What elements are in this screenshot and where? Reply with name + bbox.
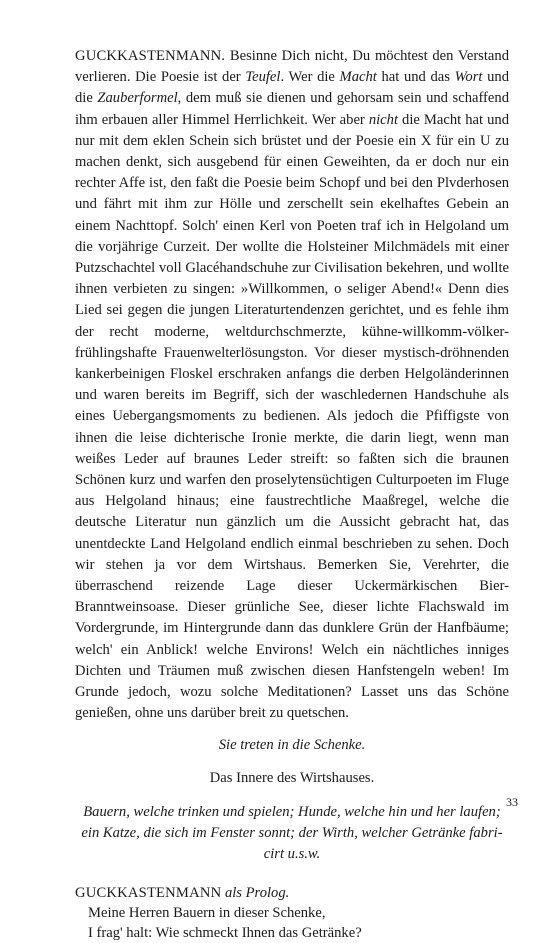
- emphasis-text: Macht: [339, 69, 377, 86]
- scene-heading: Das Innere des Wirtshauses.: [209, 769, 375, 786]
- page-body: [75, 46, 509, 943]
- page-number: 33: [506, 795, 518, 809]
- body-paragraph: [75, 46, 509, 725]
- paragraph-text: die Macht hat und nur mit dem eklen Schein sich brüstet und der Poesie ein X für ein U zu machen denkt, sich ausgebend für einen Geweihten, da er doch nur ein rechter Affe ist, den faßt die Poesie beim Schopf und bei den Plvderhosen und fährt mit ihm zur Hölle und zerschellt sein ekelhaftes Gebein an einem Nachttopf. Solch' einen Kerl von Poeten traf ich in Helgoland um die vorjährige Curzeit. Der wollte die Holsteiner Milchmädels mit einer Putzschachtel voll Glacéhandschuhe zur Civilisation bekehren, und wollte ihnen verbieten zu singen: »Willkommen, o seliger Abend!« Denn dies Lied sei gegen die jungen Literaturtendenzen gerichtet, und es fehle ihm der recht moderne, weltdurchschmerzte, kühne-willkomm-völker-frühlingshafte Frauenwelterlösungston. Vor dieser mystisch-dröhnenden kankerbeinigen Floskel erschraken anfangs die derben Helgoländerinnen und waren bereits im Begriff, sich der waschledernen Handschuhe als eines Uebergangsmoments zu bedienen. Als jedoch die Pfiffigste von ihnen die leise dichterische Ironie merkte, die darin liegt, wenn man weißes Leder auf braunes Leder streift: so faßten sich die braunen Schönen kurz und warfen den proselytensüchtigen Culturpoeten im Fluge aus Helgoland hinaus; eine faustrechtliche Maaßregel, welche die deutsche Literatur nun gänzlich um die Aussicht gebracht hat, das unentdeckte Land Helgoland endlich einmal beschrieben zu sehen. Doch wir stehen ja vor dem Wirtshaus. Bemerken Sie, Verehrter, die überraschend reizende Lage dieser Uckermärkischen Bier-Branntweinsoase. Dieser grünliche See, dieser lichte Flachswald im Vordergrunde, im Hintergrunde dann das dunklere Grün der Hanfbäume; welch' ein Anblick! welche Environs! Welch ein nächtliches inniges Dichten und Träumen muß zwischen diesen Hanfstengeln weben! Im Grunde jedoch, wozu solche Meditationen? Lasset uns das Schöne genießen, ohne uns darüber breit zu quetschen.: [75, 111, 509, 722]
- verse-block: [75, 903, 509, 943]
- emphasis-text: Teufel: [245, 69, 281, 86]
- emphasis-text: nicht: [368, 111, 399, 128]
- emphasis-text: Wort: [454, 69, 483, 86]
- stage-direction-enter: Sie treten in die Schenke.: [218, 736, 366, 753]
- paragraph-text: . Wer die: [280, 69, 340, 86]
- emphasis-text: Zauberformel: [97, 90, 178, 107]
- verse-line: I frag' halt: Wie schmeckt Ihnen das Getränke?: [88, 924, 362, 941]
- prolog-speaker-name: GUCKKASTENMANN: [75, 884, 222, 901]
- stage-direction-setting: Bauern, welche trinken und spielen; Hunde, welche hin und her laufen; ein Katze, die sich im Fenster sonnt; der Wirth, welcher Getränke fabricirt u.s.w.: [81, 803, 503, 863]
- paragraph-text: Besinne Dich nicht, Du möchtest den Verstand verlieren. Die Poesie ist der: [75, 48, 509, 86]
- paragraph-text: und die: [75, 69, 509, 107]
- paragraph-text: hat und das: [376, 69, 455, 86]
- prolog-speaker: [75, 883, 509, 903]
- speaker-name: GUCKKASTENMANN.: [75, 48, 226, 64]
- paragraph-text: , dem muß sie dienen und gehorsam sein und schaffend ihm erbauen aller Himmel Herrlichkeit. Wer aber: [75, 90, 509, 128]
- verse-line: Meine Herren Bauern in dieser Schenke,: [88, 904, 326, 921]
- prolog-speaker-direction: als Prolog.: [221, 884, 290, 901]
